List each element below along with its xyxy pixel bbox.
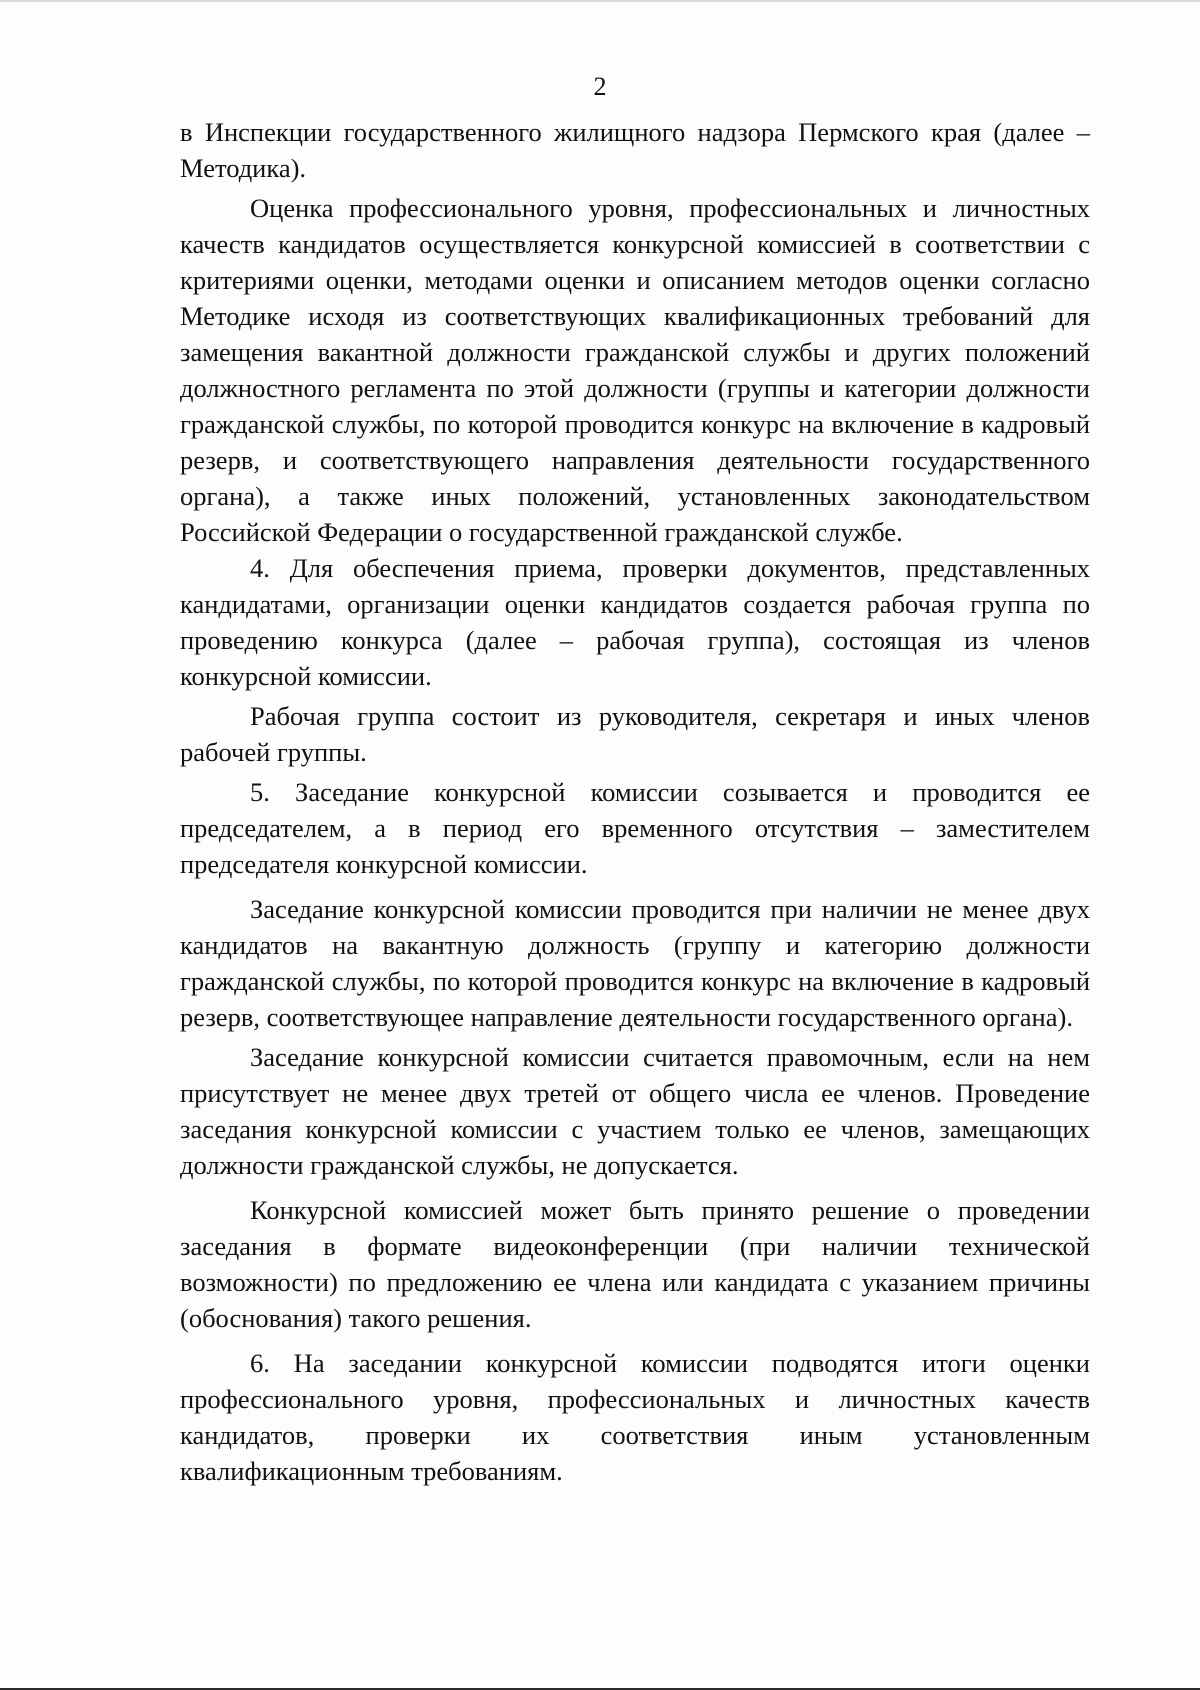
paragraph-item-4-working-group: 4. Для обеспечения приема, проверки документов, представленных кандидатами, организации оценки кандидатов создается рабочая группа по проведению конкурса (далее – рабочая группа), состоящая из членов конкурсной комиссии. (180, 553, 1090, 691)
paragraph-methodology-continuation: в Инспекции государственного жилищного надзора Пермского края (далее – Методика). (180, 117, 1090, 183)
document-body (180, 114, 1090, 1489)
paragraph-working-group-composition: Рабочая группа состоит из руководителя, секретаря и иных членов рабочей группы. (180, 701, 1090, 767)
paragraph-item-6-results: 6. На заседании конкурсной комиссии подводятся итоги оценки профессионального уровня, профессиональных и личностных качеств кандидатов, проверки их соответствия иным установленным квалификационным требованиям. (180, 1348, 1090, 1486)
paragraph-videoconference: Конкурсной комиссией может быть принято решение о проведении заседания в формате видеоконференции (при наличии технической возможности) по предложению ее члена или кандидата с указанием причины (обоснования) такого решения. (180, 1195, 1090, 1333)
paragraph-item-5-meeting: 5. Заседание конкурсной комиссии созывается и проводится ее председателем, а в период его временного отсутствия – заместителем председателя конкурсной комиссии. (180, 777, 1090, 879)
paragraph-meeting-candidates: Заседание конкурсной комиссии проводится при наличии не менее двух кандидатов на вакантную должность (группу и категорию должности гражданской службы, по которой проводится конкурс на включение в кадровый резерв, соответствующее направление деятельности государственного органа). (180, 894, 1090, 1032)
paragraph-assessment-criteria: Оценка профессионального уровня, профессиональных и личностных качеств кандидатов осуществляется конкурсной комиссией в соответствии с критериями оценки, методами оценки и описанием методов оценки согласно Методике исходя из соответствующих квалификационных требований для замещения вакантной должности гражданской службы и других положений должностного регламента по этой должности (группы и категории должности гражданской службы, по которой проводится конкурс на включение в кадровый резерв, и соответствующего направления деятельности государственного органа), а также иных положений, установленных законодательством Российской Федерации о государственной гражданской службе. (180, 193, 1090, 547)
paragraph-meeting-quorum: Заседание конкурсной комиссии считается правомочным, если на нем присутствует не менее двух третей от общего числа ее членов. Проведение заседания конкурсной комиссии с участием только ее членов, замещающих должности гражданской службы, не допускается. (180, 1042, 1090, 1180)
page-number: 2 (593, 72, 607, 101)
